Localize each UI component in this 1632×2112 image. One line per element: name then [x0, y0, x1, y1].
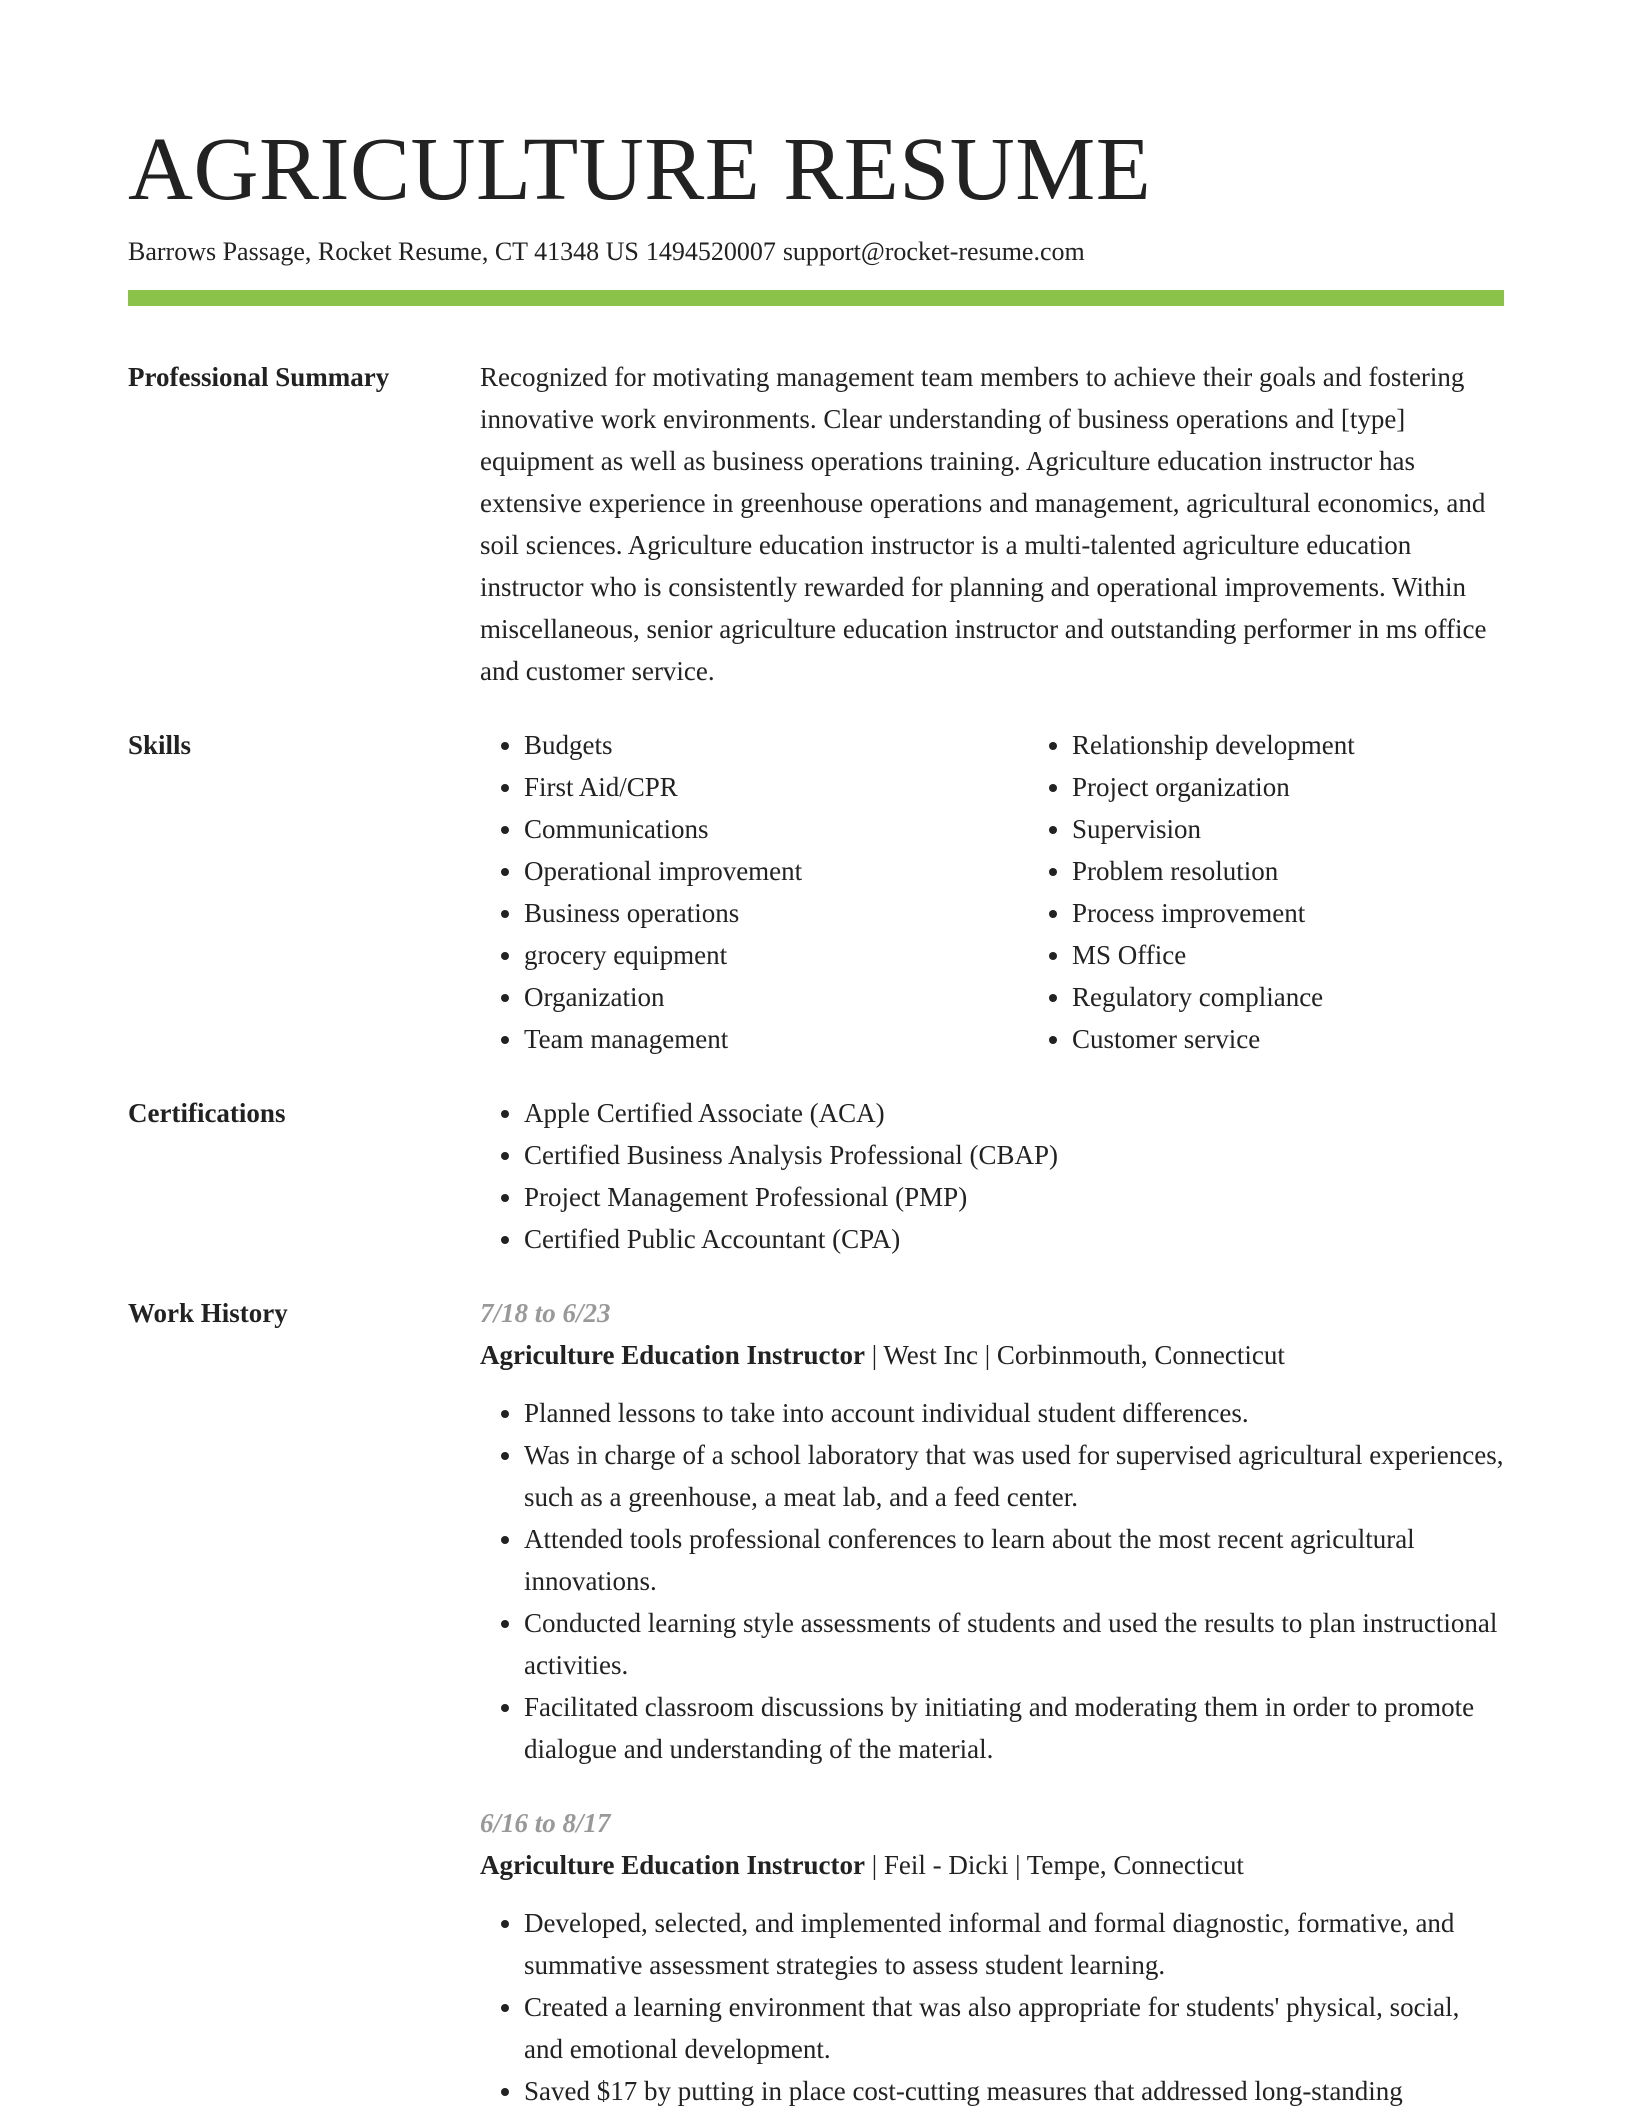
skill-item: • Organization: [524, 976, 1028, 1018]
job-bullet: • Conducted learning style assessments of students and used the results to plan instructional activities.: [524, 1602, 1504, 1686]
skill-item: • Budgets: [524, 724, 1028, 766]
contact-phone: 1494520007: [645, 237, 776, 266]
job-dates: 7/18 to 6/23: [480, 1298, 611, 1328]
job-entry: [480, 1292, 1504, 1770]
skills-columns: [480, 724, 1576, 1060]
skills-section: [128, 724, 1504, 1060]
skills-list-right: [1028, 724, 1576, 1060]
skill-item: • MS Office: [1072, 934, 1576, 976]
skill-item: • Process improvement: [1072, 892, 1576, 934]
job-bullet: • Created a learning environment that was also appropriate for students' physical, social, and emotional development.: [524, 1986, 1504, 2070]
job-header: [480, 1844, 1504, 1886]
certification-item: • Certified Public Accountant (CPA): [524, 1218, 1504, 1260]
contact-line: [128, 234, 1504, 270]
job-bullet: • Developed, selected, and implemented informal and formal diagnostic, formative, and summative assessment strategies to assess student learning.: [524, 1902, 1504, 1986]
contact-address: Barrows Passage, Rocket Resume, CT 41348 US: [128, 237, 639, 266]
work-history-body: [480, 1292, 1504, 2112]
summary-text: Recognized for motivating management team members to achieve their goals and fostering innovative work environments. Clear understanding of business operations and [type] equipment as well as business operations training. Agriculture education instructor has extensive experience in greenhouse operations and management, agricultural economics, and soil sciences. Agriculture education instructor is a multi-talented agriculture education instructor who is consistently rewarded for planning and operational improvements. Within miscellaneous, senior agriculture education instructor and outstanding performer in ms office and customer service.: [480, 362, 1487, 686]
job-bullet: • Facilitated classroom discussions by initiating and moderating them in order to promote dialogue and understanding of the material.: [524, 1686, 1504, 1770]
job-details: | Feil - Dicki | Tempe, Connecticut: [865, 1850, 1244, 1880]
job-dates: 6/16 to 8/17: [480, 1808, 611, 1838]
job-bullets: [480, 1392, 1504, 1770]
skill-item: • Project organization: [1072, 766, 1576, 808]
summary-section: [128, 356, 1504, 692]
job-details: | West Inc | Corbinmouth, Connecticut: [865, 1340, 1285, 1370]
certification-item: • Apple Certified Associate (ACA): [524, 1092, 1504, 1134]
resume-title: AGRICULTURE RESUME: [128, 120, 1152, 219]
skills-label: Skills: [128, 730, 192, 760]
skill-item: • grocery equipment: [524, 934, 1028, 976]
skill-item: • Team management: [524, 1018, 1028, 1060]
certification-item: • Certified Business Analysis Professional (CBAP): [524, 1134, 1504, 1176]
skill-item: • Supervision: [1072, 808, 1576, 850]
certifications-section: [128, 1092, 1504, 1260]
job-bullet: • Saved $17 by putting in place cost-cutting measures that addressed long-standing: [524, 2070, 1504, 2112]
skills-list-left: [480, 724, 1028, 1060]
job-entry: [480, 1802, 1504, 2112]
certifications-list: [480, 1092, 1504, 1260]
resume-page: [128, 118, 1504, 2112]
skill-item: • Relationship development: [1072, 724, 1576, 766]
work-history-section: [128, 1292, 1504, 2112]
job-header: [480, 1334, 1504, 1376]
job-bullets: [480, 1902, 1504, 2112]
job-title: Agriculture Education Instructor: [480, 1340, 865, 1370]
job-bullet: • Was in charge of a school laboratory that was used for supervised agricultural experiences, such as a greenhouse, a meat lab, and a feed center.: [524, 1434, 1504, 1518]
job-bullet: • Attended tools professional conferences to learn about the most recent agricultural innovations.: [524, 1518, 1504, 1602]
work-history-label: Work History: [128, 1298, 288, 1328]
skill-item: • Communications: [524, 808, 1028, 850]
job-title: Agriculture Education Instructor: [480, 1850, 865, 1880]
header-divider: [128, 290, 1504, 306]
skill-item: • Operational improvement: [524, 850, 1028, 892]
contact-email: support@rocket-resume.com: [782, 237, 1085, 266]
skill-item: • First Aid/CPR: [524, 766, 1028, 808]
certifications-label: Certifications: [128, 1098, 286, 1128]
skill-item: • Business operations: [524, 892, 1028, 934]
summary-label: Professional Summary: [128, 362, 390, 392]
job-bullet: • Planned lessons to take into account individual student differences.: [524, 1392, 1504, 1434]
certifications-body: [480, 1092, 1504, 1260]
skill-item: • Problem resolution: [1072, 850, 1576, 892]
skill-item: • Regulatory compliance: [1072, 976, 1576, 1018]
skill-item: • Customer service: [1072, 1018, 1576, 1060]
certification-item: • Project Management Professional (PMP): [524, 1176, 1504, 1218]
